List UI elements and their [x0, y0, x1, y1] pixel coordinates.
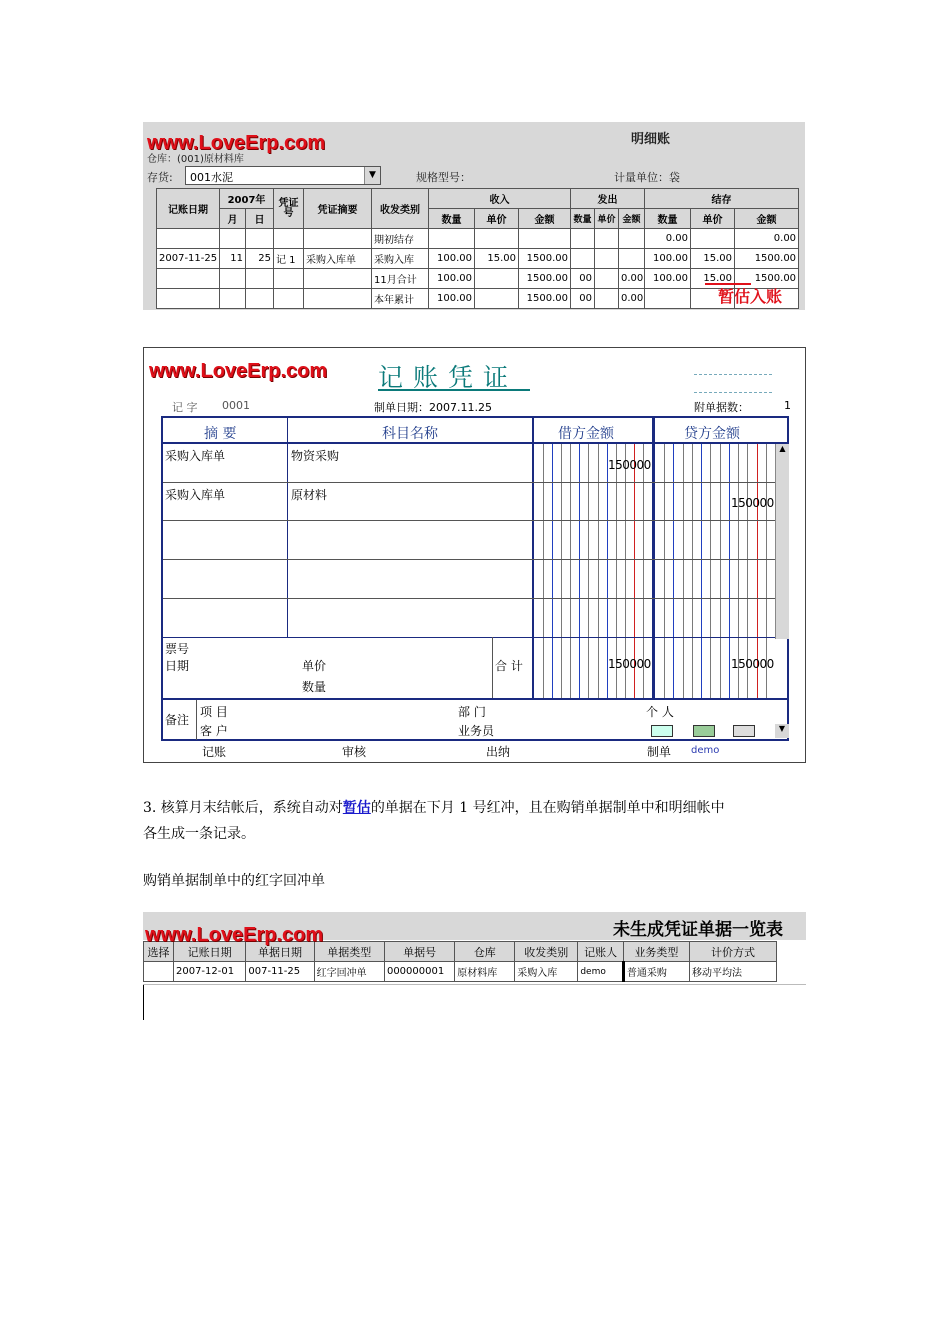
table-cell — [475, 229, 519, 249]
voucher-title: 记账凭证 — [378, 363, 519, 392]
col-in-price: 单价 — [475, 209, 519, 229]
table-cell: 100.00 — [645, 269, 691, 289]
estimate-link[interactable]: 暂估 — [342, 800, 371, 816]
maker-name: demo — [691, 745, 720, 756]
edit-icon[interactable] — [733, 725, 755, 737]
table-cell: 0.00 — [619, 289, 645, 309]
warehouse-label: 仓库：(001)原材料库 — [147, 154, 244, 165]
table-cell — [519, 229, 571, 249]
table-cell: 1500.00 — [519, 249, 571, 269]
attach-count: 1 — [784, 399, 791, 412]
table-cell — [157, 289, 220, 309]
table-cell: 0.00 — [645, 229, 691, 249]
table-cell — [246, 269, 274, 289]
col-day: 日 — [246, 209, 274, 229]
customer-label: 客 户 — [200, 724, 228, 738]
word-label: 记 字 — [172, 401, 198, 414]
stock-select[interactable] — [185, 166, 381, 185]
list-cell: 000000001 — [384, 962, 454, 982]
list-cell: 普通采购 — [623, 962, 689, 982]
col-out-qty: 数量 — [571, 209, 595, 229]
table-cell: 25 — [246, 249, 274, 269]
list-cell: 007-11-25 — [246, 962, 314, 982]
table-cell: 100.00 — [645, 249, 691, 269]
col-subject: 科目名称 — [382, 426, 438, 442]
stock-label: 存货: — [147, 171, 173, 184]
list-col-header[interactable]: 单据号 — [384, 942, 454, 962]
list-row[interactable] — [144, 962, 777, 982]
col-month: 月 — [220, 209, 246, 229]
table-cell: 100.00 — [429, 269, 475, 289]
table-cell — [595, 269, 619, 289]
list-cell: 采购入库 — [515, 962, 578, 982]
money-icon[interactable] — [693, 725, 715, 737]
table-cell — [619, 229, 645, 249]
col-out-amount: 金额 — [619, 209, 645, 229]
stock-select-value: 001水泥 — [190, 171, 233, 184]
ledger-panel — [143, 122, 805, 310]
col-debit: 借方金额 — [558, 426, 614, 442]
entry-credit[interactable]: 150000 — [731, 496, 774, 510]
list-col-header[interactable]: 业务类型 — [623, 942, 689, 962]
unit-label: 计量单位：袋 — [614, 171, 680, 184]
total-label: 合 计 — [495, 659, 523, 673]
table-cell: 1500.00 — [735, 269, 799, 289]
list-col-header[interactable]: 单据日期 — [246, 942, 314, 962]
table-cell — [475, 269, 519, 289]
table-cell — [304, 229, 372, 249]
scrollbar[interactable] — [775, 444, 789, 639]
list-title: 未生成凭证单据一览表 — [613, 920, 783, 940]
project-label: 项 目 — [200, 705, 228, 719]
table-cell: 0.00 — [735, 229, 799, 249]
department-label: 部 门 — [458, 705, 486, 719]
bookkeep-label: 记账 — [202, 745, 227, 759]
list-cell — [144, 962, 174, 982]
table-cell: 15.00 — [475, 249, 519, 269]
list-cell: demo — [578, 962, 624, 982]
watermark: www.LoveErp.com — [149, 360, 328, 382]
remark-label: 备注 — [165, 713, 190, 727]
table-cell: 采购入库单 — [304, 249, 372, 269]
table-cell — [246, 229, 274, 249]
entry-summary[interactable]: 采购入库单 — [165, 488, 226, 502]
table-row[interactable] — [157, 229, 799, 249]
col-category: 收发类别 — [372, 189, 429, 229]
table-cell: 记 1 — [274, 249, 304, 269]
table-cell: 00 — [571, 269, 595, 289]
col-credit: 贷方金额 — [684, 426, 740, 442]
list-col-header[interactable]: 仓库 — [455, 942, 515, 962]
table-cell — [691, 229, 735, 249]
list-col-header[interactable]: 记账日期 — [173, 942, 245, 962]
table-cell: 11 — [220, 249, 246, 269]
list-table — [143, 941, 777, 982]
col-date: 记账日期 — [157, 189, 220, 229]
unvouchered-list — [143, 912, 806, 1020]
col-summary: 摘 要 — [204, 426, 237, 442]
table-cell: 15.00 — [691, 249, 735, 269]
table-cell: 2007-11-25 — [157, 249, 220, 269]
chevron-down-icon[interactable]: ▼ — [364, 167, 380, 184]
col-voucher-no: 凭证号 — [274, 189, 304, 229]
para-prefix: 3. 核算月末结帐后，系统自动对 — [143, 800, 343, 816]
entry-subject[interactable]: 原材料 — [291, 488, 328, 502]
list-cell: 红字回冲单 — [314, 962, 384, 982]
voucher-panel — [143, 347, 806, 763]
col-bal-qty: 数量 — [645, 209, 691, 229]
stamp-text: 暂估入账 — [718, 287, 783, 306]
audit-label: 审核 — [342, 745, 367, 759]
table-cell — [274, 289, 304, 309]
paragraph-3 — [143, 795, 813, 847]
date-label: 制单日期：2007.11.25 — [374, 401, 492, 414]
col-bal-price: 单价 — [691, 209, 735, 229]
watermark: www.LoveErp.com — [147, 132, 326, 154]
quantity-label: 数量 — [302, 680, 327, 694]
list-cell: 2007-12-01 — [173, 962, 245, 982]
table-cell: 1500.00 — [519, 289, 571, 309]
salesperson-label: 业务员 — [458, 724, 495, 738]
table-cell: 本年累计 — [372, 289, 429, 309]
ledger-title: 明细账 — [631, 132, 671, 147]
table-cell — [246, 289, 274, 309]
scroll-up-icon[interactable]: ▲ — [779, 444, 786, 453]
title-underline — [378, 389, 530, 391]
col-summary: 凭证摘要 — [304, 189, 372, 229]
entry-subject[interactable]: 物资采购 — [291, 449, 340, 463]
list-col-header[interactable]: 计价方式 — [690, 942, 777, 962]
table-cell — [475, 289, 519, 309]
table-cell — [274, 229, 304, 249]
table-cell: 采购入库 — [372, 249, 429, 269]
table-cell — [220, 269, 246, 289]
ledger-table — [156, 188, 799, 309]
table-cell: 100.00 — [429, 289, 475, 309]
table-row[interactable] — [157, 269, 799, 289]
table-cell: 00 — [571, 289, 595, 309]
table-cell: 100.00 — [429, 249, 475, 269]
list-col-header[interactable]: 单据类型 — [314, 942, 384, 962]
table-cell — [220, 229, 246, 249]
table-cell — [304, 269, 372, 289]
entry-summary[interactable]: 采购入库单 — [165, 449, 226, 463]
list-col-header[interactable]: 选择 — [144, 942, 174, 962]
col-in-amount: 金额 — [519, 209, 571, 229]
table-cell — [429, 229, 475, 249]
list-col-header[interactable]: 记账人 — [578, 942, 624, 962]
para-line2: 各生成一条记录。 — [143, 826, 255, 842]
col-bal-amount: 金额 — [735, 209, 799, 229]
table-cell: 15.00 — [691, 269, 735, 289]
table-cell — [274, 269, 304, 289]
ticket-no-label: 票号 — [165, 642, 190, 656]
table-cell: 11月合计 — [372, 269, 429, 289]
col-out-price: 单价 — [595, 209, 619, 229]
col-income: 收入 — [429, 189, 571, 209]
table-cell — [157, 269, 220, 289]
table-cell: 1500.00 — [735, 249, 799, 269]
scroll-down-icon[interactable]: ▼ — [775, 724, 789, 738]
caption: 购销单据制单中的红字回冲单 — [143, 873, 325, 889]
word-no: 0001 — [222, 399, 250, 412]
table-cell — [645, 289, 691, 309]
table-cell — [595, 289, 619, 309]
ticket-date-label: 日期 — [165, 659, 190, 673]
table-cell — [595, 249, 619, 269]
unit-price-label: 单价 — [302, 659, 327, 673]
list-col-header[interactable]: 收发类别 — [515, 942, 578, 962]
table-row[interactable] — [157, 289, 799, 309]
table-row[interactable] — [157, 249, 799, 269]
table-cell — [619, 249, 645, 269]
list-cell: 原材料库 — [455, 962, 515, 982]
col-year: 2007年 — [220, 189, 274, 209]
table-cell — [595, 229, 619, 249]
table-cell: 期初结存 — [372, 229, 429, 249]
entry-debit[interactable]: 150000 — [608, 458, 651, 472]
table-cell — [157, 229, 220, 249]
attach-label: 附单据数： — [694, 401, 749, 414]
table-cell — [220, 289, 246, 309]
maker-label: 制单 — [647, 745, 672, 759]
total-credit: 150000 — [731, 657, 774, 671]
spec-label: 规格型号： — [416, 171, 471, 184]
person-label: 个 人 — [646, 705, 674, 719]
watermark: www.LoveErp.com — [145, 924, 324, 946]
para-suffix: 的单据在下月 1 号红冲，且在购销单据制单中和明细帐中 — [370, 800, 725, 816]
table-cell: 0.00 — [619, 269, 645, 289]
list-cell: 移动平均法 — [690, 962, 777, 982]
card-icon[interactable] — [651, 725, 673, 737]
table-cell — [571, 229, 595, 249]
total-debit: 150000 — [608, 657, 651, 671]
cashier-label: 出纳 — [486, 745, 511, 759]
col-outgo: 发出 — [571, 189, 645, 209]
table-cell — [571, 249, 595, 269]
table-cell: 1500.00 — [519, 269, 571, 289]
table-cell — [304, 289, 372, 309]
col-balance: 结存 — [645, 189, 799, 209]
col-in-qty: 数量 — [429, 209, 475, 229]
